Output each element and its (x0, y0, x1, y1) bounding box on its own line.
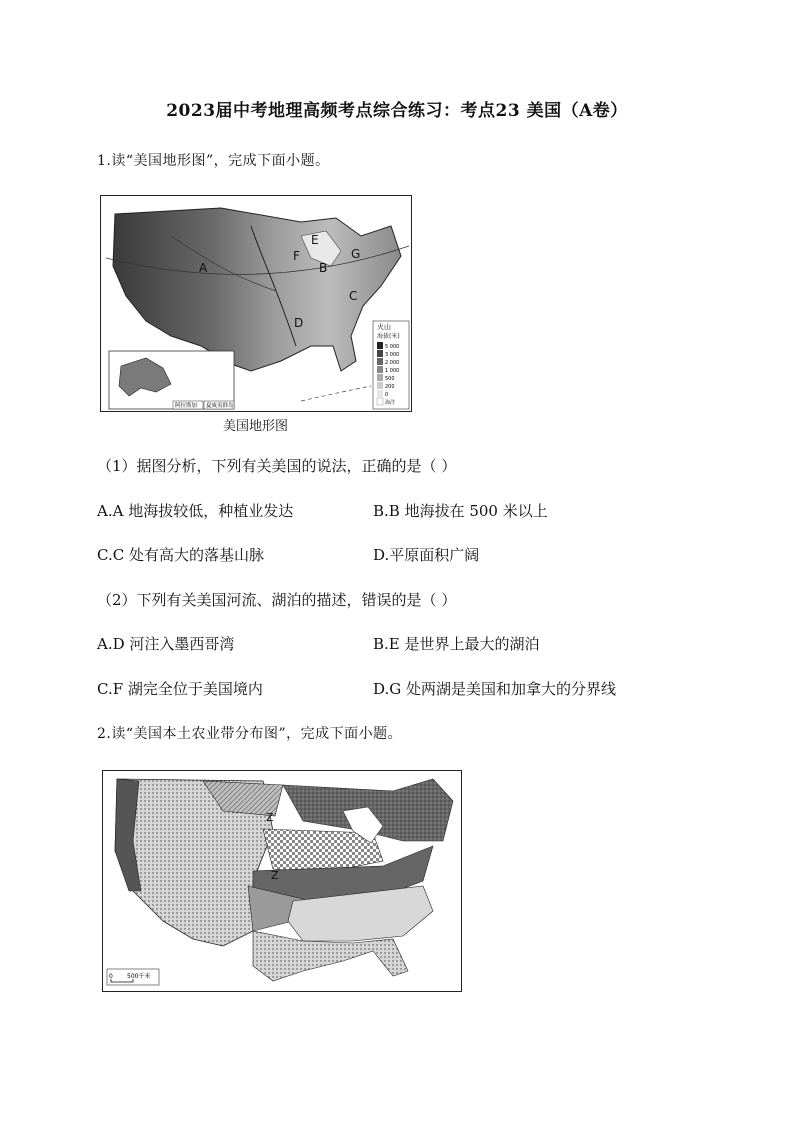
label-e: E (311, 233, 319, 247)
label-z-2: Z (271, 869, 279, 882)
label-z-1: Z (266, 811, 274, 824)
legend-value-1: 5 000 (385, 344, 400, 350)
page-title: 2023届中考地理高频考点综合练习：考点23 美国（A卷） (166, 101, 628, 121)
scale-zero: 0 (109, 973, 113, 980)
question-2-stem-text: 2.读“美国本土农业带分布图”，完成下面小题。 (97, 726, 403, 742)
legend-title: 火山 (377, 323, 391, 331)
alaska-hawaii-inset (109, 351, 234, 409)
legend-value-6: 200 (385, 384, 395, 390)
sub-question-2-option-a[interactable]: A.D 河注入墨西哥湾 (97, 635, 235, 653)
question-1-stem-text: 1.读“美国地形图”，完成下面小题。 (97, 153, 330, 169)
legend-sub: 海拔(米) (377, 333, 400, 340)
map-1-caption: 美国地形图 (223, 419, 289, 434)
scale-bar (107, 969, 159, 985)
legend-value-7: 0 (385, 392, 389, 398)
legend-value-5: 500 (385, 376, 395, 382)
sub-question-1-option-d[interactable]: D.平原面积广阔 (373, 546, 480, 564)
inset-hawaii-label: 夏威夷群岛 (206, 403, 234, 409)
label-g: G (351, 247, 361, 261)
label-d: D (294, 316, 304, 330)
us-terrain-map-svg (101, 196, 411, 411)
sub-question-2-option-c[interactable]: C.F 湖完全位于美国境内 (97, 680, 263, 698)
legend-value-2: 3 000 (385, 352, 400, 358)
question-2-stem (97, 723, 402, 743)
us-terrain-map (100, 195, 412, 412)
sub-question-1-stem: （1）据图分析，下列有关美国的说法，正确的是（ ） (97, 457, 457, 475)
us-agriculture-map (102, 770, 462, 992)
label-c: C (349, 289, 358, 303)
hawaii-dashed-line (301, 386, 371, 401)
sub-question-2-option-b[interactable]: B.E 是世界上最大的湖泊 (373, 635, 540, 653)
inset-alaska-label: 阿拉斯加 (175, 403, 198, 409)
sub-question-1-option-a[interactable]: A.A 地海拔较低，种植业发达 (97, 502, 294, 520)
legend-value-8: 海洋 (385, 400, 396, 406)
legend-value-3: 2 000 (385, 360, 400, 366)
sub-question-1-option-b[interactable]: B.B 地海拔在 500 米以上 (373, 502, 548, 520)
question-1-stem (97, 150, 330, 170)
sub-question-2-option-d[interactable]: D.G 处两湖是美国和加拿大的分界线 (373, 680, 617, 698)
label-a: A (199, 261, 208, 275)
us-agriculture-map-svg (103, 771, 461, 991)
label-f: F (293, 249, 300, 263)
elevation-legend (373, 321, 409, 409)
sub-question-2-stem: （2）下列有关美国河流、湖泊的描述，错误的是（ ） (97, 591, 457, 609)
scale-label: 500千米 (127, 973, 151, 980)
legend-value-4: 1 000 (385, 368, 400, 374)
label-b: B (319, 261, 328, 275)
sub-question-1-option-c[interactable]: C.C 处有高大的落基山脉 (97, 546, 264, 564)
mainland-shape (113, 208, 401, 371)
